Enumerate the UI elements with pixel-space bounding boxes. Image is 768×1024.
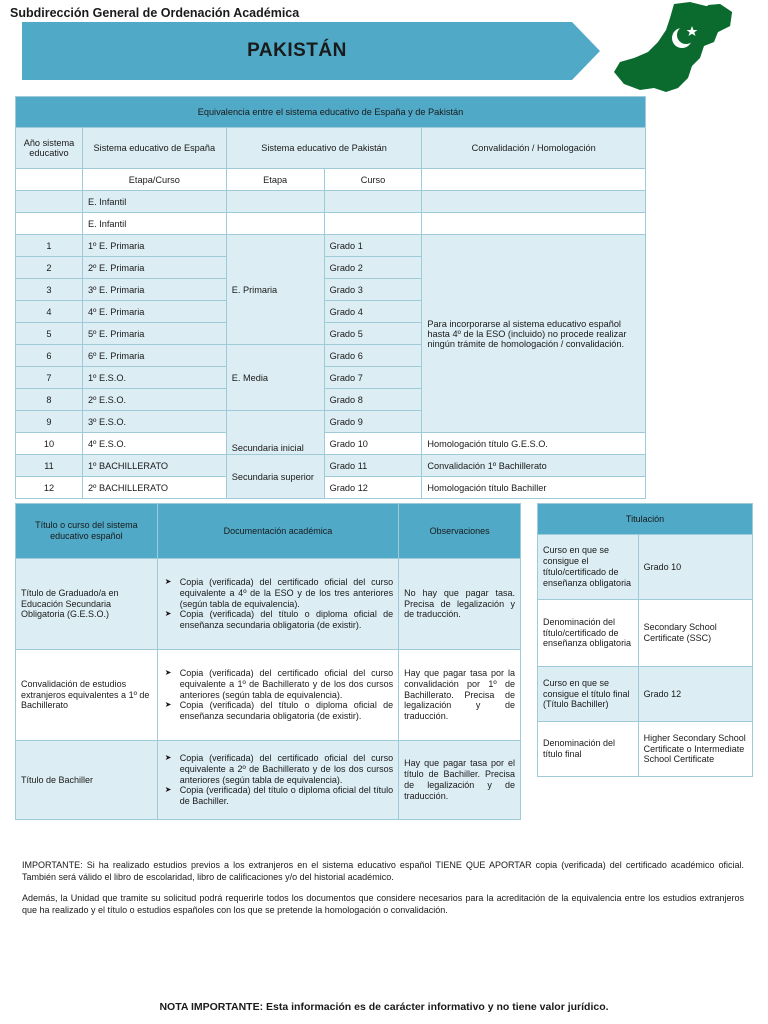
- pakistan-map-icon: [608, 0, 758, 95]
- doc-title: Título de Graduado/a en Educación Secundaria Obligatoria (G.E.S.O.): [16, 559, 158, 650]
- cell-empty: [422, 213, 646, 235]
- doc-list: [157, 741, 398, 820]
- cell-year: 1: [16, 235, 83, 257]
- stage-secundaria-inicial: Secundaria inicial: [226, 411, 324, 455]
- subheader-etapa-curso: Etapa/Curso: [82, 169, 226, 191]
- equivalence-table: [15, 96, 646, 499]
- titulacion-table: [537, 503, 753, 777]
- cell-spain-course: 2º BACHILLERATO: [82, 477, 226, 499]
- cell-grade: [324, 213, 422, 235]
- doc-item: ➤ Copia (verificada) del certificado oficial del curso equivalente a 4º de la ESO y de los tres anteriores (según tabla de equivalencia).: [180, 577, 393, 610]
- convalidation-note: Para incorporarse al sistema educativo español hasta 4º de la ESO (incluido) no procede realizar ningún trámite de homologación / convalidación.: [422, 235, 646, 433]
- table-row: [538, 722, 753, 777]
- titulacion-value: Grado 12: [638, 667, 752, 722]
- doc-item: ➤ Copia (verificada) del certificado oficial del curso equivalente a 1º de Bachillerato y de los dos cursos anteriores (según tabla de equivalencia).: [180, 668, 393, 701]
- table-row: [16, 650, 521, 741]
- notes-section: [22, 860, 744, 927]
- cell-grade: Grado 2: [324, 257, 422, 279]
- col-header-spain: Sistema educativo de España: [82, 128, 226, 169]
- cell-spain-course: 1º E. Primaria: [82, 235, 226, 257]
- stage-media: E. Media: [226, 345, 324, 411]
- convalidation-cell: Homologación título Bachiller: [422, 477, 646, 499]
- titulacion-header: Titulación: [538, 504, 753, 535]
- doc-item: ➤ Copia (verificada) del título o diploma oficial del título de Bachiller.: [180, 785, 393, 807]
- cell-empty: [226, 213, 324, 235]
- cell-grade: Grado 4: [324, 301, 422, 323]
- cell-year: 10: [16, 433, 83, 455]
- cell-grade: Grado 9: [324, 411, 422, 433]
- doc-item: ➤ Copia (verificada) del certificado oficial del curso equivalente a 2º de Bachillerato y de los dos cursos anteriores (según tabla de equivalencia).: [180, 753, 393, 786]
- cell-grade: Grado 10: [324, 433, 422, 455]
- cell-year: 12: [16, 477, 83, 499]
- footer-note: [0, 1001, 768, 1013]
- col-header-year: Año sistema educativo: [16, 128, 83, 169]
- table-row: [538, 535, 753, 600]
- table-row: [16, 433, 646, 455]
- cell-year: [16, 213, 83, 235]
- org-title: Subdirección General de Ordenación Académica: [10, 6, 300, 20]
- col-header-title: Título o curso del sistema educativo español: [16, 504, 158, 559]
- titulacion-label: Curso en que se consigue el título/certificado de enseñanza obligatoria: [538, 535, 639, 600]
- table-row: [16, 559, 521, 650]
- cell-year: 5: [16, 323, 83, 345]
- cell-grade: Grado 1: [324, 235, 422, 257]
- col-header-pakistan: Sistema educativo de Pakistán: [226, 128, 422, 169]
- convalidation-cell: Homologación título G.E.S.O.: [422, 433, 646, 455]
- cell-year: [16, 191, 83, 213]
- table-row: [16, 477, 646, 499]
- doc-observation: No hay que pagar tasa. Precisa de legalización y de traducción.: [399, 559, 521, 650]
- subheader-etapa: Etapa: [226, 169, 324, 191]
- cell-spain-course: 2º E.S.O.: [82, 389, 226, 411]
- cell-grade: Grado 3: [324, 279, 422, 301]
- cell-grade: Grado 7: [324, 367, 422, 389]
- cell-empty: [16, 169, 83, 191]
- cell-grade: Grado 8: [324, 389, 422, 411]
- stage-secundaria-superior: Secundaria superior: [226, 455, 324, 499]
- titulacion-value: Higher Secondary School Certificate o Intermediate School Certificate: [638, 722, 752, 777]
- doc-observation: Hay que pagar tasa por la convalidación por 1º de Bachillerato. Precisa de legalización y de traducción.: [399, 650, 521, 741]
- cell-year: 4: [16, 301, 83, 323]
- subheader-curso: Curso: [324, 169, 422, 191]
- cell-grade: [324, 191, 422, 213]
- cell-grade: Grado 5: [324, 323, 422, 345]
- table-row: [16, 213, 646, 235]
- cell-spain-course: E. Infantil: [82, 213, 226, 235]
- cell-spain-course: E. Infantil: [82, 191, 226, 213]
- convalidation-cell: Convalidación 1º Bachillerato: [422, 455, 646, 477]
- titulacion-label: Denominación del título/certificado de enseñanza obligatoria: [538, 600, 639, 667]
- titulacion-label: Curso en que se consigue el título final (Título Bachiller): [538, 667, 639, 722]
- cell-spain-course: 3º E.S.O.: [82, 411, 226, 433]
- cell-spain-course: 1º E.S.O.: [82, 367, 226, 389]
- col-header-observations: Observaciones: [399, 504, 521, 559]
- table-row: [16, 235, 646, 257]
- table-row: [16, 741, 521, 820]
- country-banner: [22, 22, 600, 80]
- doc-observation: Hay que pagar tasa por el título de Bachiller. Precisa de legalización y de traducción.: [399, 741, 521, 820]
- doc-item: ➤ Copia (verificada) del título o diploma oficial de enseñanza secundaria obligatoria (de existir).: [180, 609, 393, 631]
- doc-title: Convalidación de estudios extranjeros equivalentes a 1º de Bachillerato: [16, 650, 158, 741]
- cell-spain-course: 1º BACHILLERATO: [82, 455, 226, 477]
- table-row: [538, 667, 753, 722]
- stage-primaria: E. Primaria: [226, 235, 324, 345]
- cell-empty: [422, 191, 646, 213]
- cell-grade: Grado 11: [324, 455, 422, 477]
- cell-year: 11: [16, 455, 83, 477]
- cell-spain-course: 4º E.S.O.: [82, 433, 226, 455]
- titulacion-value: Grado 10: [638, 535, 752, 600]
- note-important: IMPORTANTE: Si ha realizado estudios previos a los extranjeros en el sistema educativo español TIENE QUE APORTAR copia (verificada) del certificado académico oficial. También será válido el libro de escolaridad, libro de calificaciones y/o del historial académico.: [22, 860, 744, 882]
- table-row: [16, 455, 646, 477]
- doc-list: [157, 559, 398, 650]
- table-row: [538, 600, 753, 667]
- cell-empty: [226, 191, 324, 213]
- footer-text: Esta información es de carácter informativo y no tiene valor jurídico.: [266, 1001, 609, 1013]
- documentation-table: [15, 503, 521, 820]
- doc-list: [157, 650, 398, 741]
- doc-item: ➤ Copia (verificada) del título o diploma oficial de enseñanza secundaria obligatoria (de existir).: [180, 700, 393, 722]
- cell-year: 2: [16, 257, 83, 279]
- titulacion-value: Secondary School Certificate (SSC): [638, 600, 752, 667]
- cell-empty: [422, 169, 646, 191]
- cell-spain-course: 6º E. Primaria: [82, 345, 226, 367]
- cell-year: 8: [16, 389, 83, 411]
- cell-spain-course: 2º E. Primaria: [82, 257, 226, 279]
- note-additional: Además, la Unidad que tramite su solicitud podrá requerirle todos los documentos que considere necesarios para la acreditación de la equivalencia entre los estudios extranjeros que ha realizado y el título o estudios españoles con los que se pretende la homologación o convalidación.: [22, 893, 744, 916]
- cell-year: 9: [16, 411, 83, 433]
- cell-year: 6: [16, 345, 83, 367]
- cell-spain-course: 4º E. Primaria: [82, 301, 226, 323]
- cell-year: 7: [16, 367, 83, 389]
- cell-spain-course: 5º E. Primaria: [82, 323, 226, 345]
- cell-grade: Grado 6: [324, 345, 422, 367]
- doc-title: Título de Bachiller: [16, 741, 158, 820]
- col-header-convalidation: Convalidación / Homologación: [422, 128, 646, 169]
- cell-year: 3: [16, 279, 83, 301]
- table-row: [16, 191, 646, 213]
- footer-label: NOTA IMPORTANTE:: [159, 1001, 264, 1013]
- col-header-docs: Documentación académica: [157, 504, 398, 559]
- cell-spain-course: 3º E. Primaria: [82, 279, 226, 301]
- titulacion-label: Denominación del título final: [538, 722, 639, 777]
- equivalence-table-title: Equivalencia entre el sistema educativo de España y de Pakistán: [16, 97, 646, 128]
- country-title: PAKISTÁN: [247, 40, 347, 61]
- cell-grade: Grado 12: [324, 477, 422, 499]
